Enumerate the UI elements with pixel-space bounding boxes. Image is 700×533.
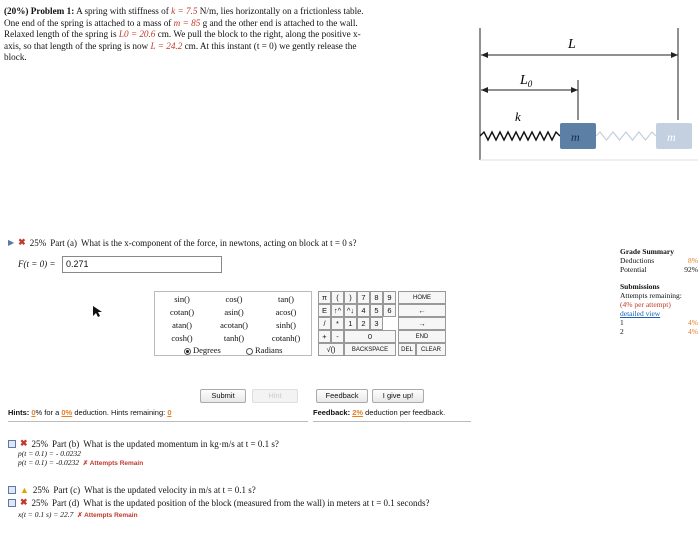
arrow-right-key[interactable]: → bbox=[398, 317, 446, 330]
feedback-text: deduction per feedback. bbox=[365, 408, 446, 417]
digit-6-key[interactable]: 6 bbox=[383, 304, 396, 317]
incorrect-x-icon: ✖ bbox=[18, 237, 26, 247]
feedback-bar bbox=[313, 408, 471, 422]
submission-row-value: 4% bbox=[688, 327, 698, 336]
k-value: k = 7.5 bbox=[171, 6, 198, 16]
part-b-title: Part (b) bbox=[52, 438, 80, 449]
part-a-pct: 25% bbox=[29, 237, 47, 248]
label-L: L bbox=[568, 37, 576, 52]
part-b-pct: 25% bbox=[31, 438, 49, 449]
part-b-header[interactable] bbox=[8, 438, 279, 449]
grade-summary-title: Grade Summary bbox=[620, 247, 674, 256]
part-c-pct: 25% bbox=[32, 485, 50, 495]
cosh-button[interactable]: cosh() bbox=[171, 333, 193, 343]
sqrt-key[interactable]: √() bbox=[318, 343, 344, 356]
deductions-value: 8% bbox=[688, 256, 698, 265]
hint-button[interactable]: Hint bbox=[252, 389, 298, 403]
home-key[interactable]: HOME bbox=[398, 291, 446, 304]
atan-button[interactable]: atan() bbox=[172, 320, 192, 330]
mouse-cursor-icon bbox=[93, 306, 103, 318]
radians-radio[interactable] bbox=[246, 344, 306, 357]
digit-3-key[interactable]: 3 bbox=[370, 317, 383, 330]
attempts-remain-label: ✗ Attempts Remain bbox=[77, 512, 138, 519]
problem-text: g and the other end is attached to the wall. bbox=[202, 17, 358, 28]
problem-text: A spring with stiffness of bbox=[76, 6, 169, 16]
radio-checked-icon[interactable] bbox=[184, 348, 191, 355]
clear-key[interactable]: CLEAR bbox=[416, 343, 446, 356]
digit-0-key[interactable]: 0 bbox=[344, 330, 396, 343]
submission-row-value: 4% bbox=[688, 318, 698, 327]
digit-7-key[interactable]: 7 bbox=[357, 291, 370, 304]
detailed-view-link[interactable]: detailed view bbox=[620, 309, 661, 318]
multiply-key[interactable]: * bbox=[331, 317, 344, 330]
hints-remaining: 0 bbox=[167, 408, 172, 417]
degrees-label: Degrees bbox=[193, 345, 221, 355]
feedback-button[interactable]: Feedback bbox=[316, 389, 368, 403]
exponent-e-key[interactable]: E bbox=[318, 304, 331, 317]
minus-key[interactable]: - bbox=[331, 330, 344, 343]
part-a-header[interactable] bbox=[8, 237, 356, 248]
acos-button[interactable]: acos() bbox=[275, 307, 297, 317]
plus-key[interactable]: + bbox=[318, 330, 331, 343]
problem-text: Relaxed length of the spring is bbox=[4, 29, 117, 39]
problem-text: block. bbox=[4, 52, 27, 62]
potential-label: Potential bbox=[620, 265, 647, 274]
l0-value: L0 = 20.6 bbox=[118, 29, 156, 39]
radians-label: Radians bbox=[255, 345, 283, 355]
hints-label: Hints: bbox=[8, 408, 30, 417]
part-b-question: What is the updated momentum in kg·m/s at t = 0.1 s? bbox=[83, 438, 279, 449]
acotan-button[interactable]: acotan() bbox=[220, 320, 248, 330]
close-paren-key[interactable]: ) bbox=[344, 291, 357, 304]
part-b-attempt: p(t = 0.1) = - 0.0232 bbox=[18, 449, 81, 458]
problem-text: N/m, lies horizontally on a frictionless table. bbox=[199, 6, 364, 16]
open-paren-key[interactable]: ( bbox=[331, 291, 344, 304]
label-k: k bbox=[515, 109, 521, 124]
part-c-question: What is the updated velocity in m/s at t = 0.1 s? bbox=[84, 485, 256, 495]
digit-1-key[interactable]: 1 bbox=[344, 317, 357, 330]
problem-title: Problem 1: bbox=[30, 6, 75, 16]
deductions-label: Deductions bbox=[620, 256, 655, 265]
per-attempt-label: (4% per attempt) bbox=[620, 300, 671, 309]
hints-pct[interactable]: 0 bbox=[31, 408, 36, 417]
tanh-button[interactable]: tanh() bbox=[223, 333, 245, 343]
expand-box-icon[interactable] bbox=[8, 440, 16, 448]
hints-text: for a bbox=[44, 408, 60, 417]
attempts-remaining-label: Attempts remaining: bbox=[620, 291, 682, 300]
digit-8-key[interactable]: 8 bbox=[370, 291, 383, 304]
part-d-header[interactable] bbox=[8, 497, 430, 508]
tan-button[interactable]: tan() bbox=[277, 294, 295, 304]
label-m: m bbox=[571, 130, 580, 144]
arrow-left-key[interactable]: ← bbox=[398, 304, 446, 317]
end-key[interactable]: END bbox=[398, 330, 446, 343]
cos-button[interactable]: cos() bbox=[225, 294, 243, 304]
answer-input[interactable]: 0.271 bbox=[62, 256, 222, 273]
backspace-key[interactable]: BACKSPACE bbox=[344, 343, 396, 356]
delete-key[interactable]: DEL bbox=[398, 343, 416, 356]
part-b-attempts bbox=[18, 450, 143, 468]
length-L0-arrowhead-right bbox=[571, 87, 578, 93]
sinh-button[interactable]: sinh() bbox=[276, 320, 296, 330]
spring-coil-ghost bbox=[596, 132, 656, 140]
hints-pct-unit: % bbox=[35, 408, 43, 417]
expand-box-icon[interactable] bbox=[8, 486, 16, 494]
pi-key[interactable]: π bbox=[318, 291, 331, 304]
spring-coil bbox=[480, 132, 560, 140]
hints-bar bbox=[8, 408, 308, 422]
feedback-pct: 2% bbox=[352, 408, 364, 417]
potential-value: 92% bbox=[684, 265, 698, 274]
part-a-question: What is the x-component of the force, in newtons, acting on block at t = 0 s? bbox=[80, 237, 357, 248]
digit-9-key[interactable]: 9 bbox=[383, 291, 396, 304]
problem-text: One end of the spring is attached to a mass of bbox=[4, 17, 172, 28]
sin-button[interactable]: sin() bbox=[174, 294, 190, 304]
attempts-remain-label: ✗ Attempts Remain bbox=[82, 459, 144, 467]
digit-4-key[interactable]: 4 bbox=[357, 304, 370, 317]
part-c-header[interactable] bbox=[8, 485, 256, 495]
part-d-question: What is the updated position of the block (measured from the wall) in meters at t = 0.1 seconds? bbox=[83, 497, 430, 508]
part-d-pct: 25% bbox=[31, 497, 49, 508]
power-down-key[interactable]: ^↓ bbox=[344, 304, 357, 317]
incorrect-x-icon: ✖ bbox=[20, 497, 28, 507]
part-d-title: Part (d) bbox=[52, 497, 80, 508]
problem-statement bbox=[4, 6, 449, 64]
cotanh-button[interactable]: cotanh() bbox=[271, 333, 301, 343]
part-d-attempts bbox=[18, 511, 138, 521]
radio-unchecked-icon[interactable] bbox=[246, 348, 253, 355]
submissions-title: Submissions bbox=[620, 282, 660, 291]
expand-triangle-icon[interactable]: ▶ bbox=[8, 238, 15, 247]
problem-pct: (20%) bbox=[4, 6, 29, 16]
divide-key[interactable]: / bbox=[318, 317, 331, 330]
part-b-attempt: p(t = 0.1) = -0.0232 bbox=[18, 457, 79, 467]
length-L-arrowhead-left bbox=[481, 52, 488, 58]
incorrect-x-icon: ✖ bbox=[20, 438, 28, 448]
digit-5-key[interactable]: 5 bbox=[370, 304, 383, 317]
problem-text: axis, so that length of the spring is now bbox=[4, 40, 149, 51]
cotan-button[interactable]: cotan() bbox=[169, 307, 195, 317]
answer-label: F(t = 0) = bbox=[18, 259, 56, 269]
part-a-title: Part (a) bbox=[50, 237, 77, 248]
feedback-label: Feedback: bbox=[313, 408, 351, 417]
spring-diagram bbox=[478, 20, 700, 175]
length-L0-arrowhead-left bbox=[481, 87, 488, 93]
label-L0: $L_0$ bbox=[520, 73, 533, 89]
digit-2-key[interactable]: 2 bbox=[357, 317, 370, 330]
label-m-ghost: m bbox=[667, 130, 676, 144]
submit-button[interactable]: Submit bbox=[200, 389, 246, 403]
submission-row-number: 1 bbox=[620, 318, 624, 327]
expand-box-icon[interactable] bbox=[8, 499, 16, 507]
spring-diagram-svg bbox=[478, 20, 700, 175]
problem-text: cm. At this instant (t = 0) we gently release the bbox=[184, 40, 357, 51]
power-up-key[interactable]: ↑^ bbox=[331, 304, 344, 317]
l-value: L = 24.2 bbox=[150, 40, 183, 51]
degrees-radio[interactable] bbox=[184, 344, 244, 357]
warning-icon: ▲ bbox=[20, 485, 29, 495]
asin-button[interactable]: asin() bbox=[224, 307, 244, 317]
give-up-button[interactable]: I give up! bbox=[372, 389, 424, 403]
submission-row-number: 2 bbox=[620, 327, 624, 336]
problem-text: cm. We pull the block to the right, along the positive x- bbox=[157, 29, 361, 39]
hints-text: deduction. Hints remaining: bbox=[74, 408, 166, 417]
length-L-arrowhead-right bbox=[671, 52, 678, 58]
part-c-title: Part (c) bbox=[53, 485, 81, 495]
m-value: m = 85 bbox=[173, 17, 201, 28]
part-d-attempt: x(t = 0.1 s) = 22.7 bbox=[18, 510, 74, 519]
hints-deduction: 0% bbox=[61, 408, 73, 417]
calculator-keypad bbox=[154, 291, 464, 383]
grade-summary bbox=[620, 247, 700, 336]
